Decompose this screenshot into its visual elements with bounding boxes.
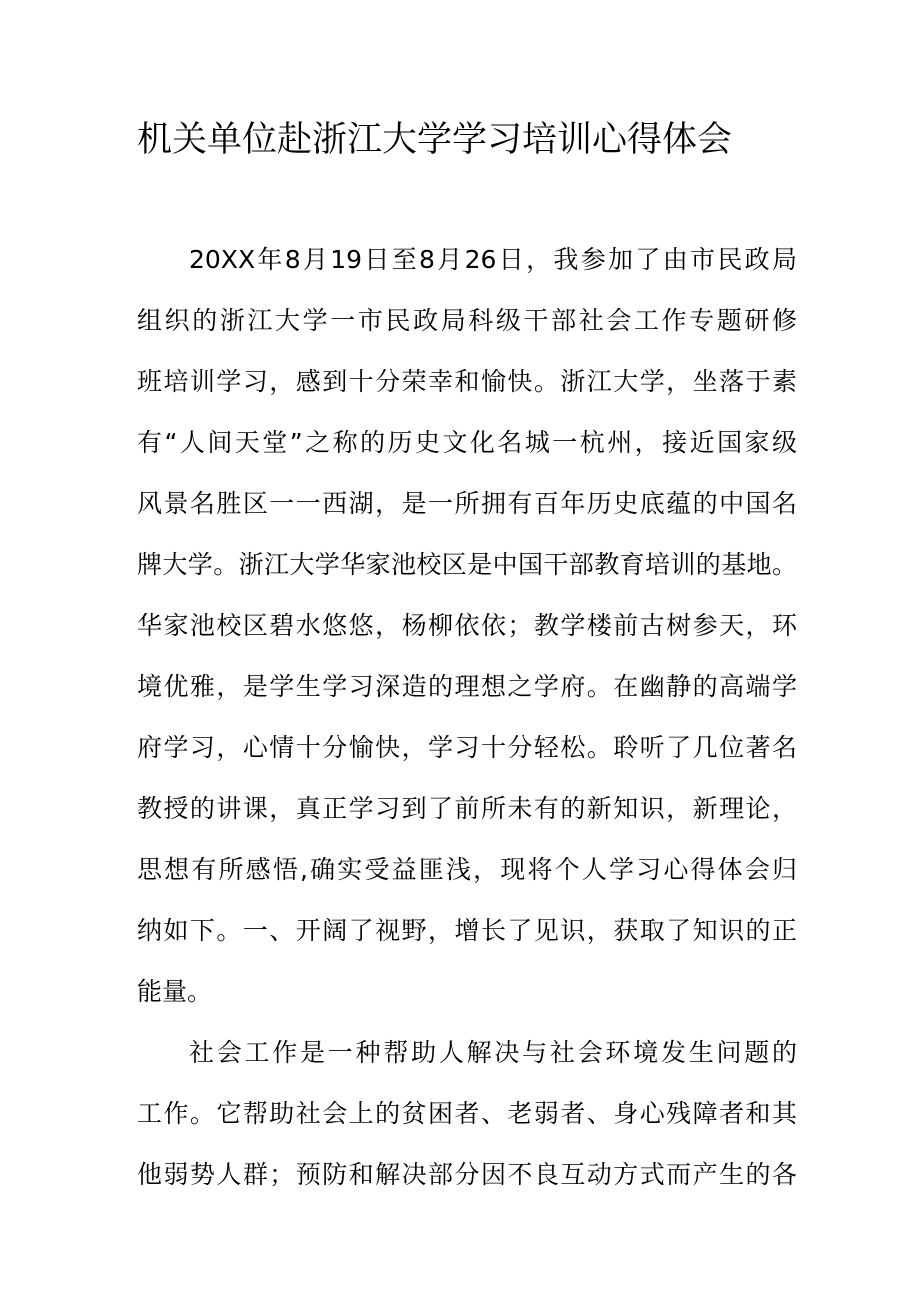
paragraph-line: 他弱势人群；预防和解决部分因不良互动方式而产生的各 xyxy=(137,1160,797,1189)
paragraph-line: 有“人间天堂”之称的历史文化名城一杭州，接近国家级 xyxy=(137,428,797,457)
paragraph-line: 境优雅，是学生学习深造的理想之学府。在幽静的高端学 xyxy=(137,672,797,701)
paragraph-line: 教授的讲课，真正学习到了前所未有的新知识，新理论， xyxy=(137,794,797,823)
paragraph-line: 20XX年8月19日至8月26日，我参加了由市民政局 xyxy=(189,245,797,274)
paragraph-line: 组织的浙江大学一市民政局科级干部社会工作专题研修 xyxy=(137,306,797,335)
paragraph-line: 纳如下。一、开阔了视野，增长了见识，获取了知识的正 xyxy=(137,916,797,945)
paragraph-line: 华家池校区碧水悠悠，杨柳依依；教学楼前古树参天，环 xyxy=(137,611,797,640)
paragraph-line: 风景名胜区一一西湖，是一所拥有百年历史底蕴的中国名 xyxy=(137,489,797,518)
paragraph-line: 能量。 xyxy=(137,977,213,1006)
document-body xyxy=(137,229,797,1205)
paragraph-line: 班培训学习，感到十分荣幸和愉快。浙江大学，坐落于素 xyxy=(137,367,797,396)
paragraph-line: 府学习，心情十分愉快，学习十分轻松。聆听了几位著名 xyxy=(137,733,797,762)
paragraph-line: 工作。它帮助社会上的贫困者、老弱者、身心残障者和其 xyxy=(137,1099,797,1128)
paragraph-line: 社会工作是一种帮助人解决与社会环境发生问题的 xyxy=(189,1038,797,1067)
paragraph-line: 思想有所感悟,确实受益匪浅，现将个人学习心得体会归 xyxy=(137,855,797,884)
paragraph-line: 牌大学。浙江大学华家池校区是中国干部教育培训的基地。 xyxy=(137,550,797,579)
document-title: 机关单位赴浙江大学学习培训心得体会 xyxy=(137,120,733,160)
